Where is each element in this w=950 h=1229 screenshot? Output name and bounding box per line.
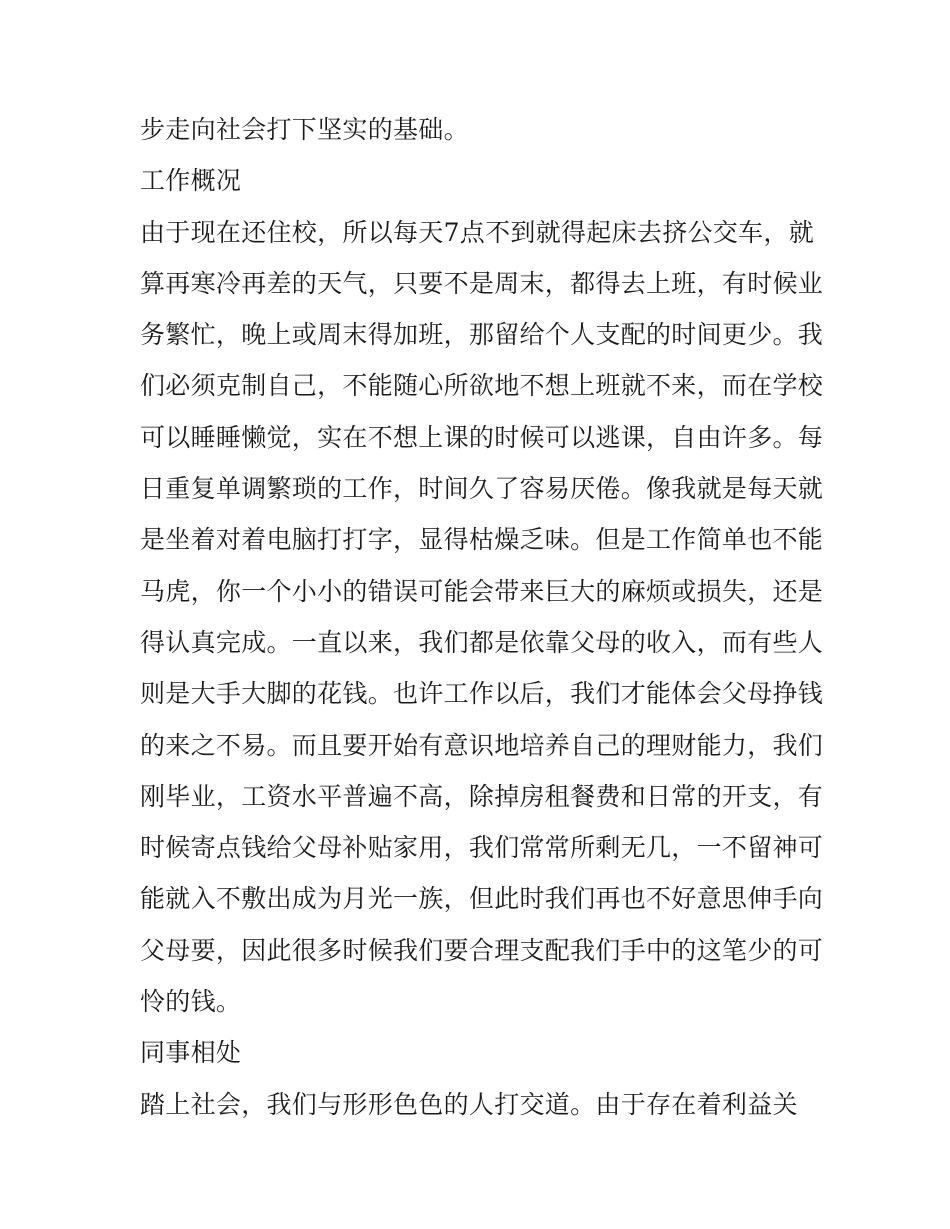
- text-line: 步走向社会打下坚实的基础。: [140, 115, 469, 144]
- text-line: 能就入不敷出成为月光一族，但此时我们再也不好意思伸手向: [140, 884, 824, 914]
- text-line: 日重复单调繁琐的工作，时间久了容易厌倦。像我就是每天就: [140, 474, 824, 504]
- text-line: 踏上社会，我们与形形色色的人打交道。由于存在着利益关: [140, 1089, 798, 1119]
- text-line: 算再寒冷再差的天气，只要不是周末，都得去上班，有时候业: [140, 268, 824, 298]
- text-line: 是坐着对着电脑打打字，显得枯燥乏味。但是工作简单也不能: [140, 525, 824, 555]
- text-line: 们必须克制自己，不能随心所欲地不想上班就不来，而在学校: [140, 371, 824, 401]
- text-line: 则是大手大脚的花钱。也许工作以后，我们才能体会父母挣钱: [140, 679, 824, 709]
- text-line: 时候寄点钱给父母补贴家用，我们常常所剩无几，一不留神可: [140, 833, 824, 863]
- document-body: [140, 104, 824, 1130]
- text-line: 务繁忙，晚上或周末得加班，那留给个人支配的时间更少。我: [140, 320, 824, 350]
- text-line: 马虎，你一个小小的错误可能会带来巨大的麻烦或损失，还是: [140, 576, 824, 606]
- text-line: 父母要，因此很多时候我们要合理支配我们手中的这笔少的可: [140, 935, 824, 965]
- text-line: 得认真完成。一直以来，我们都是依靠父母的收入，而有些人: [140, 627, 824, 657]
- text-line: 怜的钱。: [140, 987, 242, 1017]
- text-line: 的来之不易。而且要开始有意识地培养自己的理财能力，我们: [140, 730, 824, 760]
- text-line: 由于现在还住校，所以每天7点不到就得起床去挤公交车，就: [140, 217, 815, 247]
- section-heading-colleagues: 同事相处: [140, 1038, 242, 1068]
- text-line: 可以睡睡懒觉，实在不想上课的时候可以逃课，自由许多。每: [140, 422, 824, 452]
- section-heading-work-overview: 工作概况: [140, 166, 242, 196]
- text-line: 刚毕业，工资水平普遍不高，除掉房租餐费和日常的开支，有: [140, 781, 824, 811]
